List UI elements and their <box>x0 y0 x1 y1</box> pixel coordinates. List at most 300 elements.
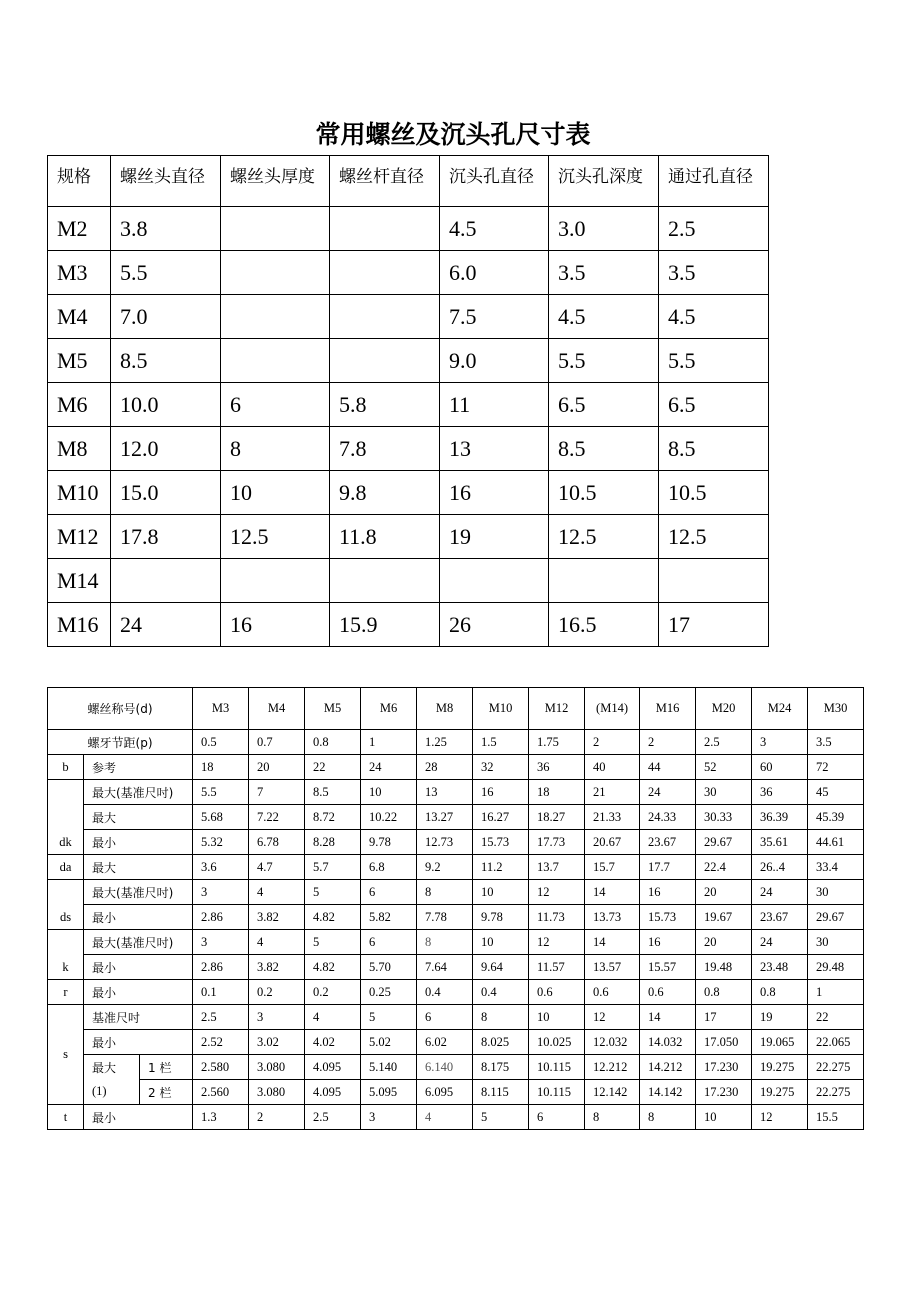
row-label: 最小 <box>84 955 193 980</box>
value-cell: 36 <box>529 755 585 780</box>
value-cell: 15.5 <box>808 1105 864 1130</box>
value-cell: 24 <box>640 780 696 805</box>
value-cell: 13.73 <box>585 905 640 930</box>
row-label: 参考 <box>84 755 193 780</box>
value-cell: 13.7 <box>529 855 585 880</box>
value-cell: 18 <box>193 755 249 780</box>
row-label: 最小 <box>84 980 193 1005</box>
table-row <box>48 930 864 955</box>
table1-cell <box>221 207 330 251</box>
table-row <box>48 730 864 755</box>
table1-cell <box>330 339 440 383</box>
row-label: 最小 <box>84 830 193 855</box>
table-row <box>48 251 769 295</box>
symbol-cell: t <box>48 1105 84 1130</box>
value-cell: 22.275 <box>808 1080 864 1105</box>
value-cell: 4.02 <box>305 1030 361 1055</box>
value-cell: 17.73 <box>529 830 585 855</box>
value-cell: 18.27 <box>529 805 585 830</box>
table1-header-cell: 螺丝头厚度 <box>221 156 330 207</box>
value-cell: 19.67 <box>696 905 752 930</box>
size-header-label: 螺丝称号(d) <box>48 688 193 730</box>
value-cell: 6.78 <box>249 830 305 855</box>
table1-cell: 17 <box>659 603 769 647</box>
table1-cell: 3.0 <box>549 207 659 251</box>
value-cell: 5.70 <box>361 955 417 980</box>
value-cell: 16 <box>473 780 529 805</box>
value-cell: 22 <box>808 1005 864 1030</box>
table1-cell: 15.0 <box>111 471 221 515</box>
value-cell: 72 <box>808 755 864 780</box>
value-cell: 2.560 <box>193 1080 249 1105</box>
value-cell: 7.22 <box>249 805 305 830</box>
value-cell: 5.140 <box>361 1055 417 1080</box>
value-cell: 0.4 <box>417 980 473 1005</box>
value-cell: 14.212 <box>640 1055 696 1080</box>
value-cell: 6 <box>417 1005 473 1030</box>
value-cell: 6.140 <box>417 1055 473 1080</box>
table1-cell <box>659 559 769 603</box>
value-cell: 1.25 <box>417 730 473 755</box>
value-cell: 10.115 <box>529 1080 585 1105</box>
table1-cell: 15.9 <box>330 603 440 647</box>
value-cell: 36 <box>752 780 808 805</box>
value-cell: 1.5 <box>473 730 529 755</box>
row-label: 最小 <box>84 905 193 930</box>
value-cell: 4 <box>417 1105 473 1130</box>
row-label: 最大 <box>84 855 193 880</box>
value-cell: 3 <box>193 880 249 905</box>
value-cell: 24.33 <box>640 805 696 830</box>
value-cell: 32 <box>473 755 529 780</box>
row-label: 最大 <box>84 805 193 830</box>
table1-cell: 6.5 <box>549 383 659 427</box>
size-header-cell: M12 <box>529 688 585 730</box>
value-cell: 8 <box>473 1005 529 1030</box>
value-cell: 4.095 <box>305 1055 361 1080</box>
value-cell: 15.57 <box>640 955 696 980</box>
value-cell: 5 <box>305 930 361 955</box>
table1-cell: 12.5 <box>549 515 659 559</box>
table1-cell <box>330 295 440 339</box>
value-cell: 20 <box>696 930 752 955</box>
value-cell: 9.78 <box>361 830 417 855</box>
screw-size-table <box>47 155 769 647</box>
value-cell: 1 <box>808 980 864 1005</box>
value-cell: 22.275 <box>808 1055 864 1080</box>
value-cell: 14 <box>640 1005 696 1030</box>
page-title: 常用螺丝及沉头孔尺寸表 <box>315 120 591 149</box>
row-label: 最小 <box>84 1030 193 1055</box>
value-cell: 30 <box>696 780 752 805</box>
symbol-cell: r <box>48 980 84 1005</box>
value-cell: 0.6 <box>529 980 585 1005</box>
table1-cell: 6.5 <box>659 383 769 427</box>
value-cell: 12 <box>529 880 585 905</box>
value-cell: 5.7 <box>305 855 361 880</box>
table1-cell: 6 <box>221 383 330 427</box>
value-cell: 4.095 <box>305 1080 361 1105</box>
pitch-label: 螺牙节距(p) <box>48 730 193 755</box>
value-cell: 5.02 <box>361 1030 417 1055</box>
table1-cell: 7.8 <box>330 427 440 471</box>
value-cell: 0.25 <box>361 980 417 1005</box>
value-cell: 10.22 <box>361 805 417 830</box>
value-cell: 10 <box>473 880 529 905</box>
table1-cell: 12.5 <box>221 515 330 559</box>
value-cell: 23.67 <box>752 905 808 930</box>
table1-cell: 4.5 <box>440 207 549 251</box>
value-cell: 19 <box>752 1005 808 1030</box>
value-cell: 20 <box>249 755 305 780</box>
value-cell: 7.78 <box>417 905 473 930</box>
table1-cell: 12.0 <box>111 427 221 471</box>
value-cell: 4 <box>305 1005 361 1030</box>
table-row <box>48 295 769 339</box>
value-cell: 12.142 <box>585 1080 640 1105</box>
value-cell: 24 <box>752 930 808 955</box>
table1-cell: 4.5 <box>659 295 769 339</box>
value-cell: 12 <box>585 1005 640 1030</box>
size-header-cell: M4 <box>249 688 305 730</box>
table1-cell: 10.5 <box>549 471 659 515</box>
value-cell: 0.2 <box>249 980 305 1005</box>
table1-cell: 2.5 <box>659 207 769 251</box>
value-cell: 2.580 <box>193 1055 249 1080</box>
table1-cell: M3 <box>48 251 111 295</box>
value-cell: 2.5 <box>193 1005 249 1030</box>
size-header-cell: M5 <box>305 688 361 730</box>
table1-cell: 17.8 <box>111 515 221 559</box>
value-cell: 2.52 <box>193 1030 249 1055</box>
table1-cell: 5.5 <box>659 339 769 383</box>
value-cell: 9.78 <box>473 905 529 930</box>
size-header-cell: M20 <box>696 688 752 730</box>
value-cell: 29.67 <box>808 905 864 930</box>
value-cell: 2 <box>585 730 640 755</box>
value-cell: 3.080 <box>249 1055 305 1080</box>
value-cell: 5.82 <box>361 905 417 930</box>
value-cell: 9.64 <box>473 955 529 980</box>
value-cell: 15.73 <box>640 905 696 930</box>
value-cell: 16 <box>640 930 696 955</box>
value-cell: 17 <box>696 1005 752 1030</box>
value-cell: 45 <box>808 780 864 805</box>
table-row <box>48 1080 864 1105</box>
table1-cell: M16 <box>48 603 111 647</box>
value-cell: 0.5 <box>193 730 249 755</box>
table1-cell: M4 <box>48 295 111 339</box>
value-cell: 26..4 <box>752 855 808 880</box>
table-row <box>48 980 864 1005</box>
value-cell: 12 <box>529 930 585 955</box>
value-cell: 1.75 <box>529 730 585 755</box>
value-cell: 6 <box>529 1105 585 1130</box>
value-cell: 12.032 <box>585 1030 640 1055</box>
value-cell: 7.64 <box>417 955 473 980</box>
value-cell: 8 <box>640 1105 696 1130</box>
table1-cell: 16 <box>221 603 330 647</box>
table-row <box>48 559 769 603</box>
size-header-cell: M10 <box>473 688 529 730</box>
table1-cell <box>330 207 440 251</box>
table1-cell: 24 <box>111 603 221 647</box>
table1-cell: 12.5 <box>659 515 769 559</box>
value-cell: 6 <box>361 930 417 955</box>
table1-cell: 3.5 <box>659 251 769 295</box>
value-cell: 4.82 <box>305 905 361 930</box>
table1-cell: M8 <box>48 427 111 471</box>
table-row <box>48 1055 864 1080</box>
table-row <box>48 383 769 427</box>
value-cell: 9.2 <box>417 855 473 880</box>
row-label: 最大 <box>84 1055 140 1080</box>
table-row <box>48 688 864 730</box>
symbol-cell: b <box>48 755 84 780</box>
value-cell: 0.7 <box>249 730 305 755</box>
value-cell: 17.050 <box>696 1030 752 1055</box>
value-cell: 19.48 <box>696 955 752 980</box>
value-cell: 19.275 <box>752 1055 808 1080</box>
table-row <box>48 603 769 647</box>
value-cell: 11.57 <box>529 955 585 980</box>
value-cell: 28 <box>417 755 473 780</box>
value-cell: 8.025 <box>473 1030 529 1055</box>
value-cell: 36.39 <box>752 805 808 830</box>
value-cell: 24 <box>752 880 808 905</box>
value-cell: 35.61 <box>752 830 808 855</box>
value-cell: 14.142 <box>640 1080 696 1105</box>
value-cell: 13 <box>417 780 473 805</box>
table1-cell: 10 <box>221 471 330 515</box>
table-row <box>48 755 864 780</box>
table1-cell: M12 <box>48 515 111 559</box>
value-cell: 3 <box>193 930 249 955</box>
table-row <box>48 427 769 471</box>
value-cell: 23.67 <box>640 830 696 855</box>
table1-cell: M6 <box>48 383 111 427</box>
symbol-cell: dk <box>48 780 84 855</box>
value-cell: 0.8 <box>305 730 361 755</box>
table1-cell: 3.5 <box>549 251 659 295</box>
value-cell: 3.6 <box>193 855 249 880</box>
value-cell: 1.3 <box>193 1105 249 1130</box>
value-cell: 8.175 <box>473 1055 529 1080</box>
table1-header-cell: 沉头孔深度 <box>549 156 659 207</box>
value-cell: 12.73 <box>417 830 473 855</box>
value-cell: 22 <box>305 755 361 780</box>
size-header-cell: M30 <box>808 688 864 730</box>
table1-cell: 11.8 <box>330 515 440 559</box>
table1-cell: 6.0 <box>440 251 549 295</box>
table1-cell <box>221 339 330 383</box>
table1-cell: 26 <box>440 603 549 647</box>
value-cell: 15.7 <box>585 855 640 880</box>
value-cell: 3.82 <box>249 905 305 930</box>
table1-cell: 10.5 <box>659 471 769 515</box>
table1-cell: 7.0 <box>111 295 221 339</box>
value-cell: 6.095 <box>417 1080 473 1105</box>
value-cell: 45.39 <box>808 805 864 830</box>
value-cell: 29.67 <box>696 830 752 855</box>
table1-header-cell: 螺丝头直径 <box>111 156 221 207</box>
sub-label: 1 栏 <box>140 1055 193 1080</box>
table1-cell <box>330 251 440 295</box>
value-cell: 24 <box>361 755 417 780</box>
value-cell: 0.8 <box>696 980 752 1005</box>
table-row <box>48 1030 864 1055</box>
value-cell: 4.82 <box>305 955 361 980</box>
row-label: 最小 <box>84 1105 193 1130</box>
value-cell: 10 <box>696 1105 752 1130</box>
table1-cell: 9.8 <box>330 471 440 515</box>
value-cell: 13.27 <box>417 805 473 830</box>
value-cell: 5 <box>473 1105 529 1130</box>
table1-cell: M2 <box>48 207 111 251</box>
size-header-cell: M24 <box>752 688 808 730</box>
table1-cell <box>440 559 549 603</box>
value-cell: 20 <box>696 880 752 905</box>
value-cell: 6.02 <box>417 1030 473 1055</box>
value-cell: 30.33 <box>696 805 752 830</box>
value-cell: 30 <box>808 930 864 955</box>
value-cell: 0.1 <box>193 980 249 1005</box>
table1-cell: 11 <box>440 383 549 427</box>
table1-cell: 7.5 <box>440 295 549 339</box>
value-cell: 8 <box>417 930 473 955</box>
table1-cell: 8.5 <box>659 427 769 471</box>
size-header-cell: M3 <box>193 688 249 730</box>
value-cell: 2 <box>249 1105 305 1130</box>
value-cell: 0.6 <box>640 980 696 1005</box>
row-label: 最大(基准尺吋) <box>84 780 193 805</box>
table-row <box>48 830 864 855</box>
value-cell: 13.57 <box>585 955 640 980</box>
row-label: 最大(基准尺吋) <box>84 880 193 905</box>
table1-cell: 16 <box>440 471 549 515</box>
value-cell: 2.5 <box>696 730 752 755</box>
table1-cell: 5.8 <box>330 383 440 427</box>
value-cell: 4.7 <box>249 855 305 880</box>
table1-cell: 19 <box>440 515 549 559</box>
value-cell: 17.230 <box>696 1080 752 1105</box>
value-cell: 29.48 <box>808 955 864 980</box>
table1-cell: 3.8 <box>111 207 221 251</box>
value-cell: 16.27 <box>473 805 529 830</box>
value-cell: 19.065 <box>752 1030 808 1055</box>
value-cell: 44.61 <box>808 830 864 855</box>
table1-cell <box>221 251 330 295</box>
table-row <box>48 1005 864 1030</box>
value-cell: 5.68 <box>193 805 249 830</box>
value-cell: 0.6 <box>585 980 640 1005</box>
value-cell: 20.67 <box>585 830 640 855</box>
value-cell: 4 <box>249 930 305 955</box>
table-row <box>48 515 769 559</box>
value-cell: 5.32 <box>193 830 249 855</box>
table-row <box>48 1105 864 1130</box>
value-cell: 52 <box>696 755 752 780</box>
value-cell: 11.73 <box>529 905 585 930</box>
value-cell: 12 <box>752 1105 808 1130</box>
value-cell: 16 <box>640 880 696 905</box>
value-cell: 44 <box>640 755 696 780</box>
value-cell: 3.080 <box>249 1080 305 1105</box>
table1-header-cell: 螺丝杆直径 <box>330 156 440 207</box>
value-cell: 2.5 <box>305 1105 361 1130</box>
table1-cell: 10.0 <box>111 383 221 427</box>
value-cell: 33.4 <box>808 855 864 880</box>
value-cell: 2.86 <box>193 905 249 930</box>
table1-cell: 8.5 <box>111 339 221 383</box>
value-cell: 5.5 <box>193 780 249 805</box>
symbol-cell: s <box>48 1005 84 1105</box>
value-cell: 22.4 <box>696 855 752 880</box>
value-cell: 8 <box>585 1105 640 1130</box>
value-cell: 8 <box>417 880 473 905</box>
row-label: 基准尺吋 <box>84 1005 193 1030</box>
value-cell: 3.02 <box>249 1030 305 1055</box>
table-row <box>48 955 864 980</box>
table1-cell <box>330 559 440 603</box>
table-row <box>48 207 769 251</box>
value-cell: 15.73 <box>473 830 529 855</box>
value-cell: 22.065 <box>808 1030 864 1055</box>
value-cell: 5.095 <box>361 1080 417 1105</box>
value-cell: 17.230 <box>696 1055 752 1080</box>
value-cell: 60 <box>752 755 808 780</box>
value-cell: 3 <box>752 730 808 755</box>
value-cell: 3 <box>249 1005 305 1030</box>
table1-cell: 8 <box>221 427 330 471</box>
value-cell: 6.8 <box>361 855 417 880</box>
value-cell: 0.8 <box>752 980 808 1005</box>
table-row <box>48 905 864 930</box>
value-cell: 10 <box>361 780 417 805</box>
value-cell: 8.115 <box>473 1080 529 1105</box>
table-row <box>48 780 864 805</box>
table1-cell <box>549 559 659 603</box>
table1-header-row <box>48 156 769 207</box>
table-row <box>48 471 769 515</box>
value-cell: 3 <box>361 1105 417 1130</box>
symbol-cell: ds <box>48 880 84 930</box>
size-header-cell: M8 <box>417 688 473 730</box>
value-cell: 40 <box>585 755 640 780</box>
table1-cell: 4.5 <box>549 295 659 339</box>
value-cell: 17.7 <box>640 855 696 880</box>
value-cell: 3.5 <box>808 730 864 755</box>
table1-header-cell: 通过孔直径 <box>659 156 769 207</box>
table-row <box>48 805 864 830</box>
symbol-cell: da <box>48 855 84 880</box>
value-cell: 8.72 <box>305 805 361 830</box>
value-cell: 14.032 <box>640 1030 696 1055</box>
size-header-cell: M6 <box>361 688 417 730</box>
value-cell: 7 <box>249 780 305 805</box>
value-cell: 23.48 <box>752 955 808 980</box>
table1-cell: 8.5 <box>549 427 659 471</box>
value-cell: 1 <box>361 730 417 755</box>
table1-cell: 5.5 <box>549 339 659 383</box>
table1-cell: 5.5 <box>111 251 221 295</box>
value-cell: 10.025 <box>529 1030 585 1055</box>
value-cell: 6 <box>361 880 417 905</box>
value-cell: 3.82 <box>249 955 305 980</box>
table1-cell: M10 <box>48 471 111 515</box>
table-row <box>48 339 769 383</box>
value-cell: 14 <box>585 880 640 905</box>
